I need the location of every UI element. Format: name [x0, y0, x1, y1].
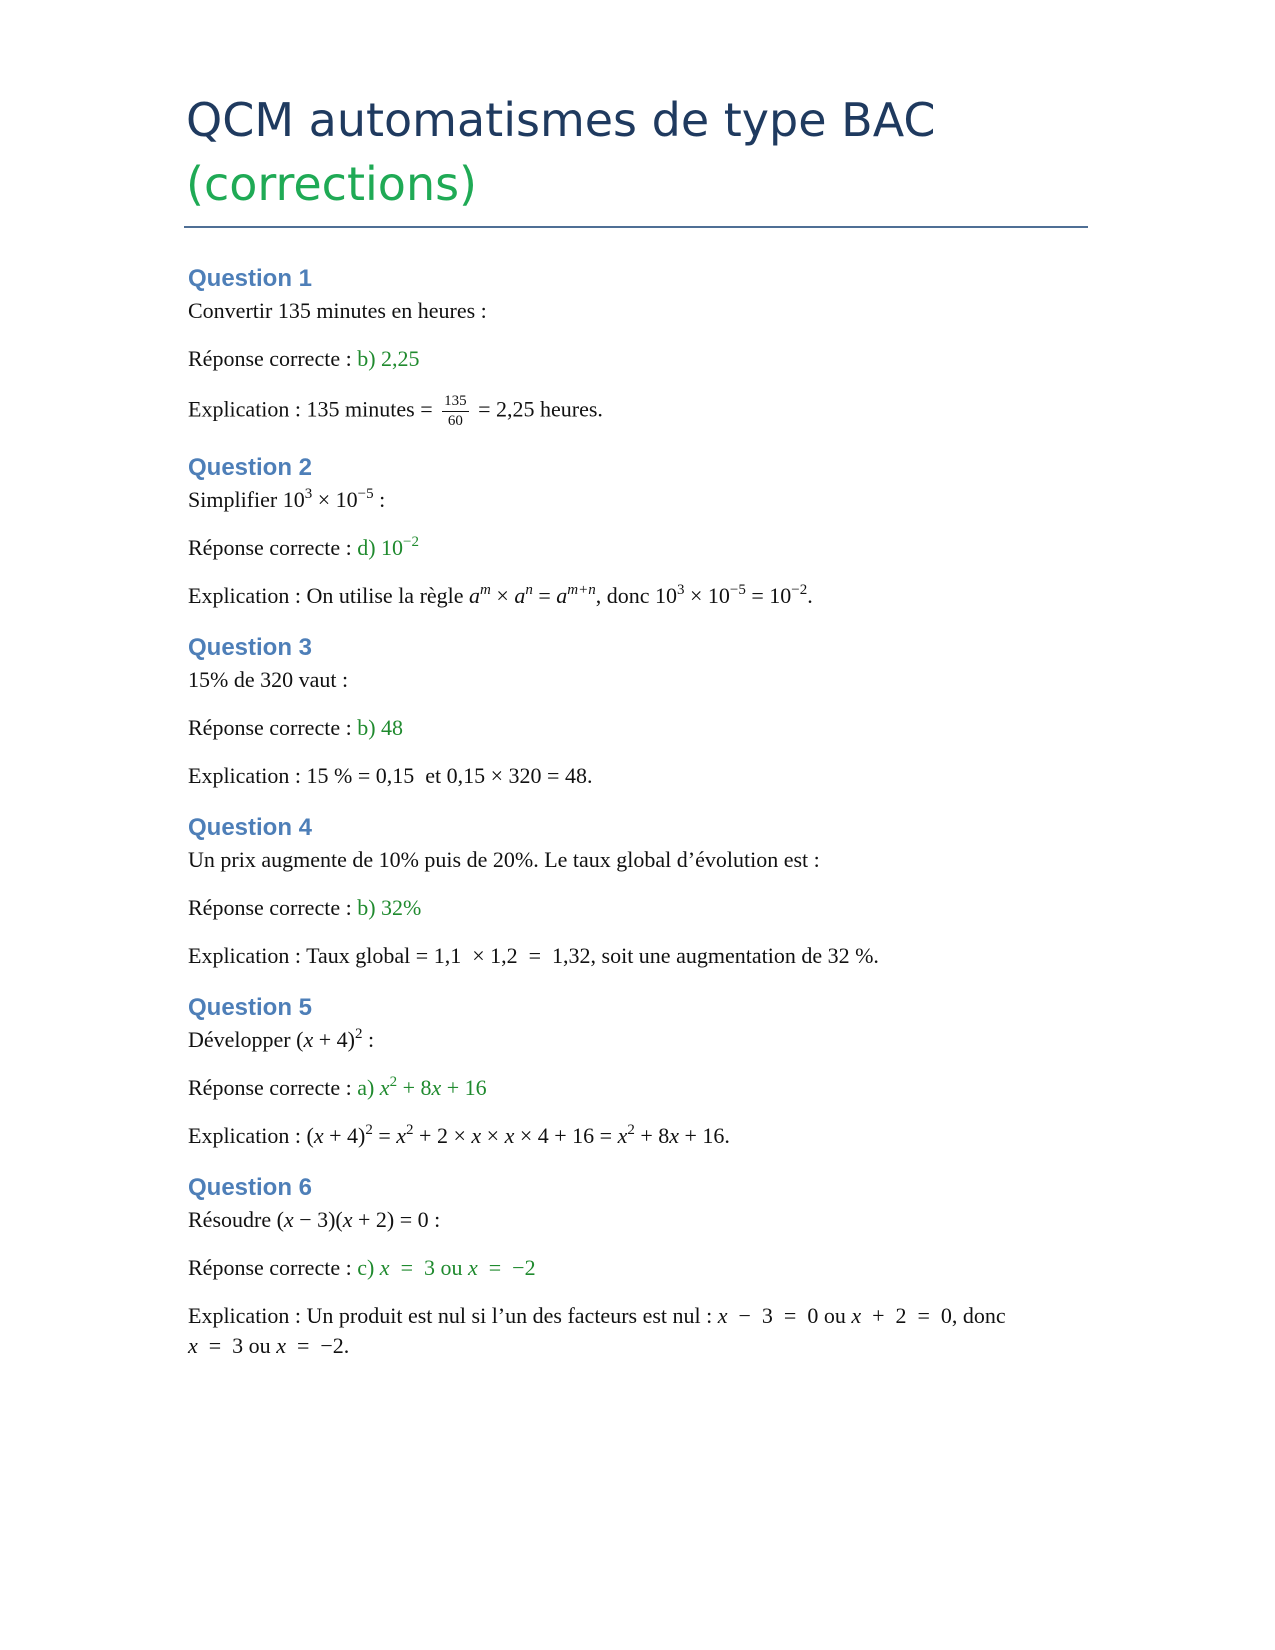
explanation-text: = 3 ou	[197, 1333, 277, 1358]
math-var: x	[313, 1123, 324, 1148]
answer-text: + 16	[441, 1075, 487, 1100]
answer-line	[188, 1253, 1088, 1283]
explanation-text: = −2.	[285, 1333, 350, 1358]
exponent: 2	[354, 1025, 363, 1042]
math-var: x	[276, 1333, 286, 1358]
explanation-text: Taux global = 1,1 × 1,2 = 1,32, soit une augmentation de 32 %.	[306, 943, 879, 968]
prompt-text: × 10	[312, 487, 358, 512]
exponent: −5	[729, 581, 746, 598]
answer-text: c)	[357, 1255, 380, 1280]
answer-line	[188, 344, 1088, 374]
math-var: x	[342, 1207, 353, 1232]
title-main: QCM automatismes de type BAC	[186, 93, 936, 147]
explanation-text: + 8	[634, 1123, 670, 1148]
explanation-text: × 4 + 16 =	[514, 1123, 618, 1148]
explanation-text: , donc 10	[595, 583, 677, 608]
math-var: x	[504, 1123, 515, 1148]
question-prompt	[188, 1205, 1088, 1235]
answer-label: Réponse correcte :	[188, 346, 358, 371]
exponent: 3	[304, 485, 313, 502]
explanation-text: .	[807, 583, 813, 608]
answer-value: b) 2,25	[357, 346, 420, 371]
question-prompt	[188, 1025, 1088, 1055]
answer-label: Réponse correcte :	[188, 1255, 358, 1280]
answer-value	[357, 1075, 486, 1100]
explanation-text: + 4)	[323, 1123, 366, 1148]
questions-list	[188, 262, 1088, 1381]
exponent: 2	[389, 1073, 398, 1090]
math-var: a	[469, 583, 481, 608]
question-heading: Question 6	[188, 1174, 313, 1201]
explanation-line	[188, 1301, 1088, 1331]
math-var: x	[617, 1123, 628, 1148]
exponent: 2	[627, 1121, 635, 1138]
question-1	[188, 262, 1088, 431]
math-var: a	[514, 583, 526, 608]
math-var: x	[467, 1255, 478, 1280]
question-prompt: 15% de 320 vaut :	[188, 667, 349, 692]
math-var: x	[471, 1123, 482, 1148]
math-var: x	[283, 1207, 294, 1232]
math-var: x	[431, 1075, 442, 1100]
explanation-text: + 2 = 0, donc	[861, 1303, 1006, 1328]
math-var: x	[379, 1255, 390, 1280]
explanation-text: 15 % = 0,15 et 0,15 × 320 = 48.	[306, 763, 593, 788]
answer-text: d) 10	[357, 535, 404, 560]
prompt-text: :	[373, 487, 386, 512]
math-var: x	[188, 1333, 198, 1358]
prompt-text: Simplifier 10	[188, 487, 305, 512]
math-var: x	[717, 1303, 728, 1328]
explanation-label: Explication :	[188, 1303, 307, 1328]
explanation-label: Explication :	[188, 943, 307, 968]
answer-value: b) 48	[357, 715, 404, 740]
exponent: −2	[791, 581, 808, 598]
prompt-text: + 4)	[313, 1027, 355, 1052]
question-prompt	[188, 485, 1088, 515]
question-heading: Question 1	[188, 265, 313, 292]
question-heading: Question 2	[188, 454, 313, 481]
explanation-text: + 16.	[679, 1123, 730, 1148]
prompt-text: Développer (	[188, 1027, 304, 1052]
question-heading: Question 3	[188, 634, 313, 661]
explanation-text: On utilise la règle	[306, 583, 470, 608]
fraction	[442, 392, 469, 431]
answer-value	[357, 1255, 535, 1280]
answer-line	[188, 1073, 1088, 1103]
answer-label: Réponse correcte :	[188, 1075, 358, 1100]
title-divider	[184, 226, 1088, 228]
fraction-denominator: 60	[447, 413, 463, 429]
explanation-text: Un produit est nul si l’un des facteurs est nul :	[306, 1303, 718, 1328]
fraction-numerator: 135	[442, 392, 469, 412]
answer-line	[188, 533, 1088, 563]
exponent: n	[525, 581, 533, 598]
explanation-line	[188, 581, 1088, 611]
exponent: −2	[403, 533, 419, 550]
explanation-label: Explication :	[188, 763, 307, 788]
explanation-line	[188, 1121, 1088, 1151]
explanation-text: =	[372, 1123, 397, 1148]
prompt-text: + 2) = 0 :	[352, 1207, 441, 1232]
answer-line	[188, 893, 1088, 923]
answer-label: Réponse correcte :	[188, 715, 358, 740]
document-title	[186, 88, 1086, 216]
math-var: x	[379, 1075, 390, 1100]
explanation-label: Explication :	[188, 583, 307, 608]
explanation-text: = 10	[745, 583, 792, 608]
answer-text: = −2	[477, 1255, 536, 1280]
explanation-line	[188, 761, 1088, 791]
title-corrections: (corrections)	[186, 157, 478, 211]
question-prompt: Convertir 135 minutes en heures :	[188, 298, 487, 323]
math-var: x	[851, 1303, 862, 1328]
prompt-text: − 3)(	[293, 1207, 343, 1232]
exponent: −5	[357, 485, 374, 502]
answer-label: Réponse correcte :	[188, 895, 358, 920]
exponent: 2	[365, 1121, 373, 1138]
explanation-line	[188, 941, 1088, 971]
question-2	[188, 451, 1088, 611]
explanation-text: 135 minutes =	[306, 396, 439, 422]
explanation-line	[188, 392, 1088, 431]
explanation-text: − 3 = 0 ou	[727, 1303, 852, 1328]
math-var: a	[556, 583, 568, 608]
math-var: x	[669, 1123, 680, 1148]
exponent: 3	[676, 581, 685, 598]
explanation-line-continued	[188, 1331, 1088, 1361]
answer-value	[357, 535, 419, 560]
question-prompt: Un prix augmente de 10% puis de 20%. Le taux global d’évolution est :	[188, 847, 820, 872]
question-4	[188, 811, 1088, 971]
question-6	[188, 1171, 1088, 1361]
answer-label: Réponse correcte :	[188, 535, 358, 560]
explanation-text: = 2,25 heures.	[478, 396, 603, 422]
explanation-text: =	[532, 583, 557, 608]
answer-text: a)	[357, 1075, 380, 1100]
explanation-label: Explication :	[188, 1123, 307, 1148]
explanation-text: (	[306, 1123, 314, 1148]
exponent: m	[480, 581, 491, 598]
exponent: m+n	[567, 581, 596, 598]
explanation-text: × 10	[684, 583, 730, 608]
answer-value: b) 32%	[357, 895, 422, 920]
question-5	[188, 991, 1088, 1151]
answer-text: + 8	[397, 1075, 432, 1100]
prompt-text: Résoudre (	[188, 1207, 284, 1232]
question-heading: Question 5	[188, 994, 313, 1021]
exponent: 2	[406, 1121, 414, 1138]
question-heading: Question 4	[188, 814, 313, 841]
explanation-label: Explication :	[188, 396, 307, 422]
explanation-text: ×	[481, 1123, 505, 1148]
math-var: x	[303, 1027, 314, 1052]
explanation-text: ×	[490, 583, 515, 608]
prompt-text: :	[362, 1027, 375, 1052]
math-var: x	[396, 1123, 407, 1148]
answer-line	[188, 713, 1088, 743]
question-3	[188, 631, 1088, 791]
answer-text: = 3 ou	[389, 1255, 468, 1280]
explanation-text: + 2 ×	[413, 1123, 472, 1148]
